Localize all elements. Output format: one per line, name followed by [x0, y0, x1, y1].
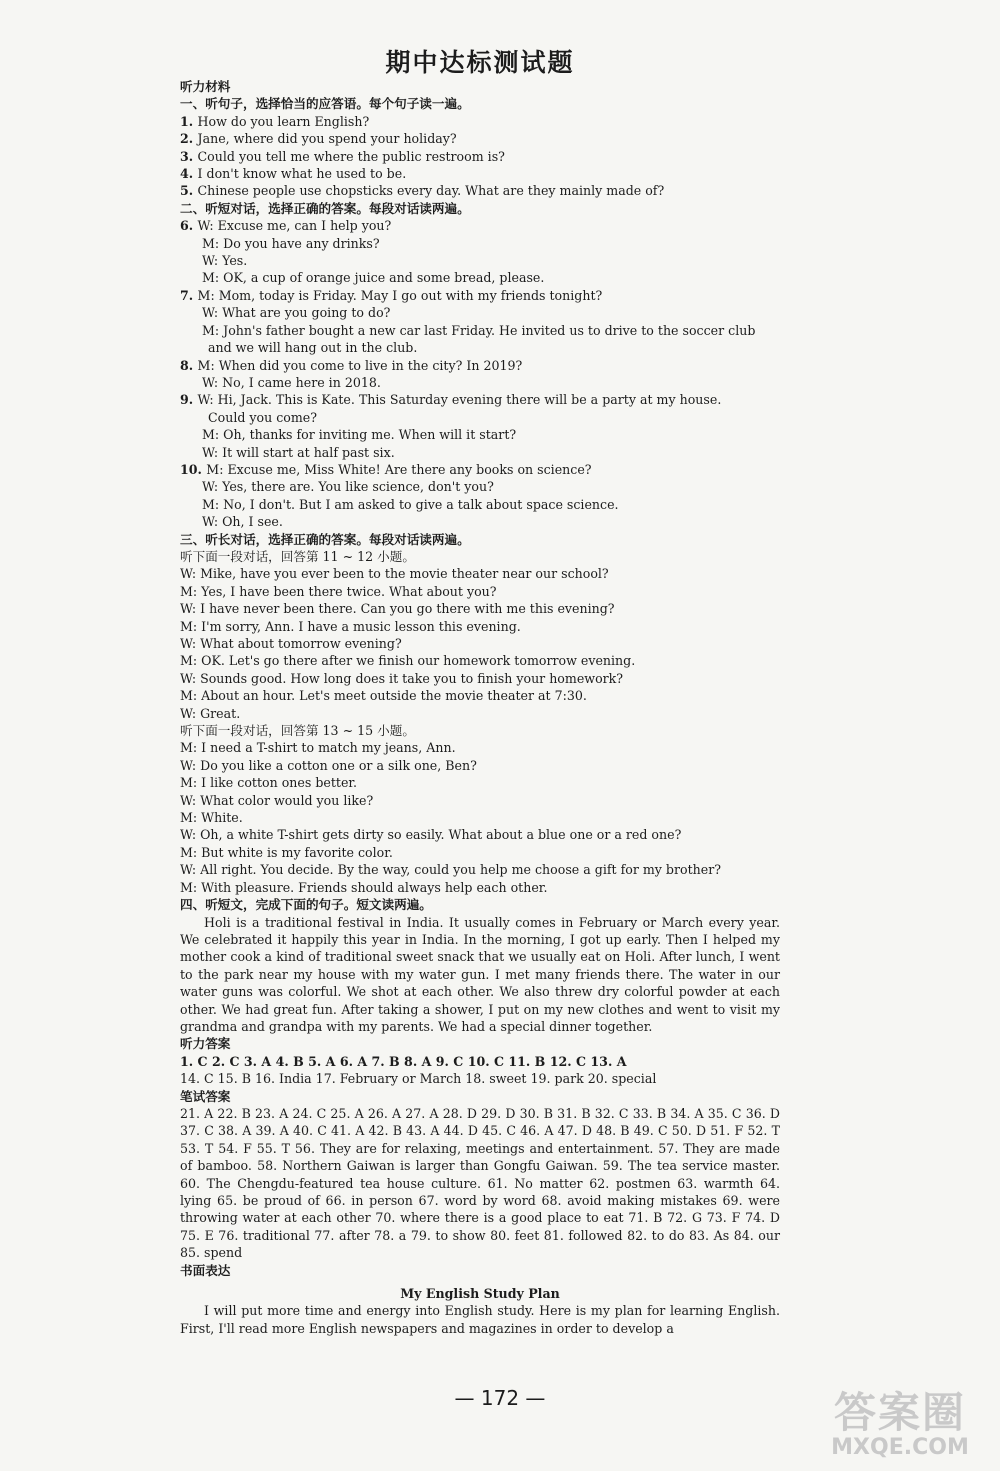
- item-text: W: Sounds good. How long does it take you to finish your homework?: [180, 670, 624, 686]
- dialogue-line: [180, 217, 780, 234]
- dialogue-line: [180, 374, 780, 391]
- watermark-logo-text: 答案圈: [833, 1388, 966, 1437]
- item-text: W: No, I came here in 2018.: [202, 374, 381, 390]
- item-text: W: Do you like a cotton one or a silk one, Ben?: [180, 757, 477, 773]
- dialogue-line: [180, 461, 780, 478]
- site-watermark: [800, 1390, 1000, 1470]
- item-text: W: I have never been there. Can you go there with me this evening?: [180, 601, 615, 617]
- item-text: M: Excuse me, Miss White! Are there any books on science?: [206, 461, 592, 477]
- item-text: W: Yes.: [202, 253, 248, 269]
- dialogue-line: [180, 357, 780, 374]
- item-text: Jane, where did you spend your holiday?: [197, 131, 457, 147]
- item-text: Could you come?: [208, 409, 318, 425]
- item-text: M: OK, a cup of orange juice and some bread, please.: [202, 270, 545, 286]
- written-answers-header: 笔试答案: [180, 1088, 231, 1104]
- item-number: 5.: [180, 183, 198, 199]
- listening-material-header: 听力材料: [180, 79, 231, 94]
- dialogue-line: [180, 565, 780, 582]
- watermark-url: MXQE.COM: [831, 1435, 969, 1460]
- dialogue-line: [180, 339, 780, 356]
- item-number: 2.: [180, 131, 198, 147]
- item-text: M: OK. Let's go there after we finish our homework tomorrow evening.: [180, 653, 636, 669]
- item-text: W: Oh, a white T-shirt gets dirty so easily. What about a blue one or a red one?: [180, 827, 682, 843]
- dialogue-line: [180, 409, 780, 426]
- dialogue-line: [180, 809, 780, 826]
- question-line: [180, 113, 780, 130]
- item-text: M: Oh, thanks for inviting me. When will it start?: [202, 427, 517, 443]
- item-text: M: No, I don't. But I am asked to give a talk about space science.: [202, 496, 619, 512]
- listening-answers-header: 听力答案: [180, 1036, 231, 1052]
- question-line: [180, 182, 780, 199]
- item-text: M: About an hour. Let's meet outside the movie theater at 7:30.: [180, 688, 587, 704]
- section-1-items: [180, 113, 780, 200]
- item-text: M: John's father bought a new car last Friday. He invited us to drive to the soccer club: [202, 322, 756, 338]
- dialogue-line: [180, 391, 780, 408]
- dialogue-line: [180, 235, 780, 252]
- dialogue-line: [180, 879, 780, 896]
- question-line: [180, 148, 780, 165]
- essay-title: My English Study Plan: [400, 1286, 560, 1302]
- dialogue-line: [180, 252, 780, 269]
- item-number: 10.: [180, 461, 207, 477]
- dialogue-line: [180, 652, 780, 669]
- dialogue-2-intro: 听下面一段对话，回答第 13 ~ 15 小题。: [180, 723, 415, 739]
- section-2-header: 二、听短对话，选择正确的答案。每段对话读两遍。: [180, 200, 470, 216]
- item-text: M: I need a T-shirt to match my jeans, Ann.: [180, 740, 456, 756]
- item-number: 4.: [180, 166, 198, 182]
- question-line: [180, 130, 780, 147]
- item-text: M: Do you have any drinks?: [202, 235, 380, 251]
- dialogue-line: [180, 687, 780, 704]
- item-number: 8.: [180, 357, 198, 373]
- dialogue-1: [180, 565, 780, 722]
- dialogue-line: [180, 304, 780, 321]
- dialogue-line: [180, 478, 780, 495]
- dialogue-line: [180, 269, 780, 286]
- dialogue-line: [180, 618, 780, 635]
- dialogue-line: [180, 322, 780, 339]
- item-text: W: What about tomorrow evening?: [180, 636, 402, 651]
- item-text: W: Great.: [180, 705, 241, 721]
- section-4-header: 四、听短文，完成下面的句子。短文读两遍。: [180, 897, 432, 913]
- item-text: M: Yes, I have been there twice. What about you?: [180, 583, 497, 599]
- section-2-dialogues: [180, 217, 780, 530]
- item-text: W: Yes, there are. You like science, don't you?: [202, 479, 494, 495]
- item-text: How do you learn English?: [197, 113, 370, 129]
- item-text: W: All right. You decide. By the way, could you help me choose a gift for my brother?: [180, 862, 721, 878]
- dialogue-line: [180, 600, 780, 617]
- item-text: M: I'm sorry, Ann. I have a music lesson this evening.: [180, 618, 521, 634]
- dialogue-line: [180, 287, 780, 304]
- item-text: W: Hi, Jack. This is Kate. This Saturday evening there will be a party at my house.: [197, 392, 722, 408]
- item-number: 9.: [180, 392, 198, 408]
- item-text: Chinese people use chopsticks every day. What are they mainly made of?: [197, 183, 665, 199]
- item-text: W: What are you going to do?: [202, 305, 391, 321]
- item-text: M: With pleasure. Friends should always help each other.: [180, 879, 548, 895]
- writing-header: 书面表达: [180, 1262, 231, 1278]
- question-line: [180, 165, 780, 182]
- dialogue-line: [180, 774, 780, 791]
- dialogue-line: [180, 757, 780, 774]
- item-text: W: Mike, have you ever been to the movie theater near our school?: [180, 566, 609, 582]
- page-number: — 172 —: [454, 1386, 546, 1410]
- item-text: M: I like cotton ones better.: [180, 775, 358, 791]
- item-text: W: Excuse me, can I help you?: [197, 218, 392, 234]
- page-title: 期中达标测试题: [385, 48, 575, 77]
- dialogue-line: [180, 844, 780, 861]
- item-text: M: But white is my favorite color.: [180, 844, 393, 860]
- dialogue-line: [180, 670, 780, 687]
- dialogue-line: [180, 739, 780, 756]
- answer-page: [180, 46, 780, 1337]
- item-text: W: It will start at half past six.: [202, 444, 395, 460]
- item-text: M: White.: [180, 810, 243, 826]
- dialogue-line: [180, 635, 780, 652]
- item-text: W: Oh, I see.: [202, 514, 283, 530]
- item-number: 3.: [180, 148, 198, 164]
- dialogue-line: [180, 826, 780, 843]
- section-1-header: 一、听句子，选择恰当的应答语。每个句子读一遍。: [180, 96, 470, 112]
- dialogue-line: [180, 426, 780, 443]
- item-text: Could you tell me where the public restroom is?: [197, 148, 505, 164]
- item-text: I don't know what he used to be.: [197, 166, 407, 182]
- item-text: M: Mom, today is Friday. May I go out with my friends tonight?: [197, 287, 603, 303]
- item-number: 6.: [180, 218, 198, 234]
- dialogue-1-intro: 听下面一段对话，回答第 11 ~ 12 小题。: [180, 548, 415, 564]
- item-text: M: When did you come to live in the city? In 2019?: [197, 357, 523, 373]
- dialogue-line: [180, 705, 780, 722]
- listening-answers-line-2: 14. C 15. B 16. India 17. February or March 18. sweet 19. park 20. special: [180, 1071, 657, 1087]
- item-number: 1.: [180, 113, 198, 129]
- written-answers-text: 21. A 22. B 23. A 24. C 25. A 26. A 27. A 28. D 29. D 30. B 31. B 32. C 33. B 34. A 35. C 36. D 37. C 38. A 39. A 40. C 41. A 42. B 43. A 44. D 45. C 46. A 47. D 48. B 49. C 50. D 51. F 52. T 53. T 54. F 55. T 56. They are for relaxing, meetings and entertainment. 57. They are made of bamboo. 58. Northern Gaiwan is larger than Gongfu Gaiwan. 59. The tea service master. 60. The Chengdu-featured tea house culture. 61. No matter 62. postmen 63. warmth 64. lying 65. be proud of 66. in person 67. word by word 68. avoid making mistakes 69. were throwing water at each other 70. where there is a good place to eat 71. B 72. G 73. F 74. D 75. E 76. traditional 77. after 78. a 79. to show 80. feet 81. followed 82. to do 83. As 84. our 85. spend: [180, 1105, 780, 1261]
- dialogue-line: [180, 444, 780, 461]
- item-text: and we will hang out in the club.: [208, 340, 418, 356]
- dialogue-line: [180, 861, 780, 878]
- dialogue-2: [180, 739, 780, 896]
- dialogue-line: [180, 583, 780, 600]
- holi-passage: Holi is a traditional festival in India. It usually comes in February or March every year. We celebrated it happily this year in India. In the morning, I got up early. Then I helped my mother cook a kind of traditional sweet snack that we usually eat on Holi. After lunch, I went to the park near my house with my water gun. I met many friends there. The water in our water guns was colorful. We shot at each other. We also threw dry colorful powder at each other. We had great fun. After taking a shower, I put on my new clothes and went to visit my grandma and grandpa with my parents. We had a special dinner together.: [180, 914, 780, 1034]
- dialogue-line: [180, 792, 780, 809]
- item-text: W: What color would you like?: [180, 792, 374, 808]
- dialogue-line: [180, 513, 780, 530]
- dialogue-line: [180, 496, 780, 513]
- essay-text: I will put more time and energy into English study. Here is my plan for learning English. First, I'll read more English newspapers and magazines in order to develop a: [180, 1303, 780, 1336]
- section-3-header: 三、听长对话，选择正确的答案。每段对话读两遍。: [180, 531, 470, 547]
- listening-answers-line-1: 1. C 2. C 3. A 4. B 5. A 6. A 7. B 8. A 9. C 10. C 11. B 12. C 13. A: [180, 1053, 627, 1069]
- item-number: 7.: [180, 287, 198, 303]
